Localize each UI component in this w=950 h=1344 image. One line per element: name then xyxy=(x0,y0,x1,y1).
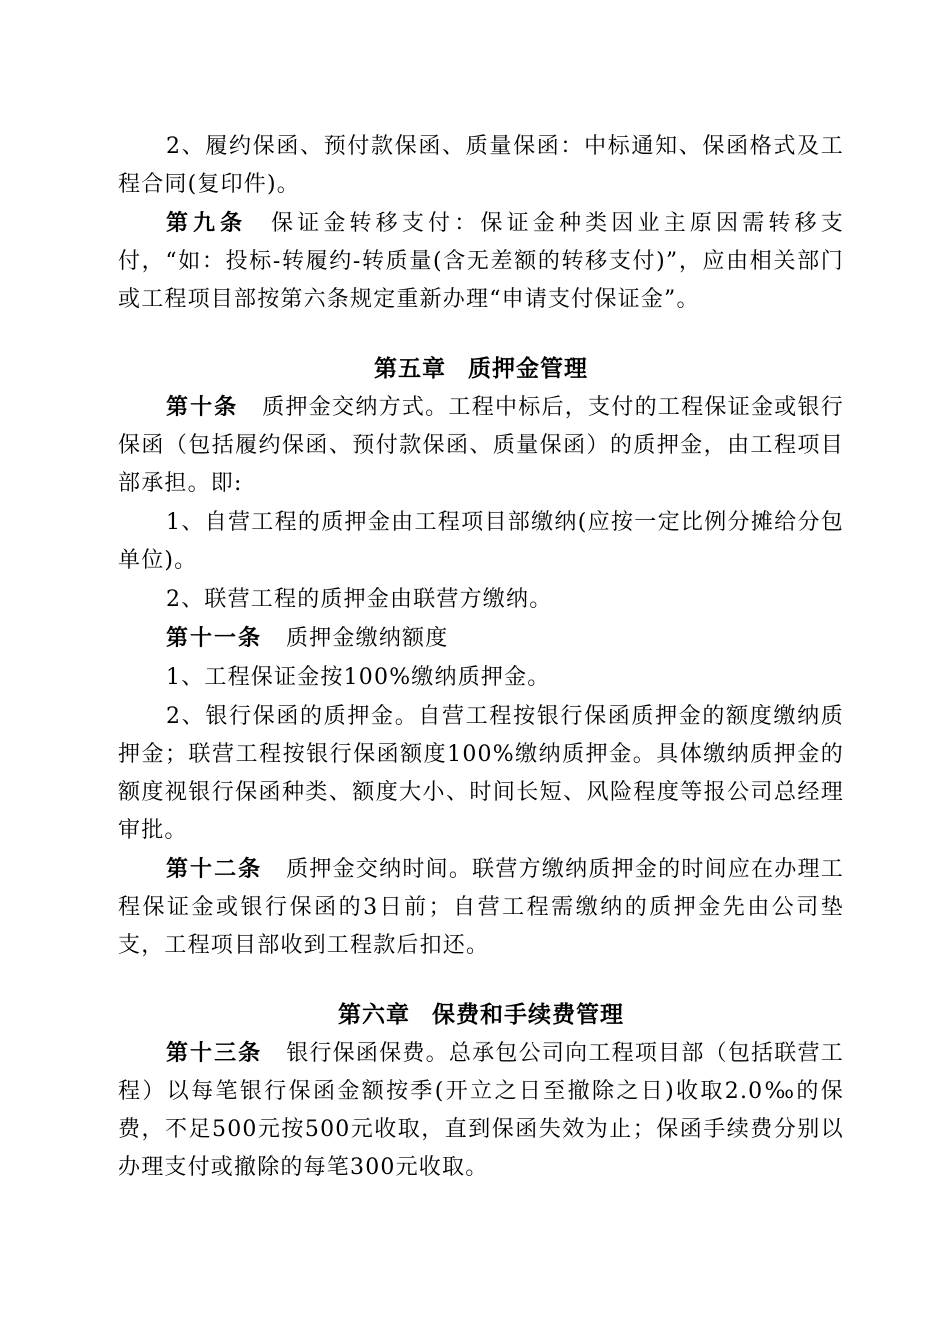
article-10-item-1 xyxy=(118,503,844,580)
article-lead: 第十一条 xyxy=(166,625,263,651)
chapter-6-heading xyxy=(118,996,844,1034)
paragraph-text: 质押金交纳方式。工程中标后，支付的工程保证金或银行保函（包括履约保函、预付款保函、质量保函）的质押金，由工程项目部承担。即: xyxy=(118,395,844,496)
paragraph-text: 质押金交纳时间。联营方缴纳质押金的时间应在办理工程保证金或银行保函的3日前；自营工程需缴纳的质押金先由公司垫支，工程项目部收到工程款后扣还。 xyxy=(118,857,844,958)
article-9 xyxy=(118,204,844,319)
paragraph-guarantee-docs xyxy=(118,127,844,204)
paragraph-text: 1、自营工程的质押金由工程项目部缴纳(应按一定比例分摊给分包单位)。 xyxy=(118,510,844,573)
chapter-5-heading xyxy=(118,350,844,388)
paragraph-text: 质押金缴纳额度 xyxy=(286,626,449,651)
paragraph-text: 银行保函保费。总承包公司向工程项目部（包括联营工程）以每笔银行保函金额按季(开立之日至撤除之日)收取2.0‰的保费，不足500元按500元收取，直到保函失效为止；保函手续费分别以办理支付或撤除的每笔300元收取。 xyxy=(118,1041,844,1180)
article-lead: 第十条 xyxy=(166,394,239,420)
paragraph-text: 2、银行保函的质押金。自营工程按银行保函质押金的额度缴纳质押金；联营工程按银行保函额度100%缴纳质押金。具体缴纳质押金的额度视银行保函种类、额度大小、时间长短、风险程度等报公司总经理审批。 xyxy=(118,704,844,843)
article-10 xyxy=(118,388,844,503)
document-page xyxy=(118,127,844,1187)
article-lead: 第九条 xyxy=(166,210,247,236)
paragraph-text: 2、履约保函、预付款保函、质量保函：中标通知、保函格式及工程合同(复印件)。 xyxy=(118,134,844,197)
chapter-number: 第六章 xyxy=(338,1001,410,1028)
article-11-item-2 xyxy=(118,697,844,850)
paragraph-text: 1、工程保证金按100%缴纳质押金。 xyxy=(166,665,551,690)
chapter-number: 第五章 xyxy=(374,355,446,382)
chapter-title: 保费和手续费管理 xyxy=(432,1001,624,1028)
article-lead: 第十三条 xyxy=(166,1040,263,1066)
chapter-title: 质押金管理 xyxy=(468,355,588,382)
paragraph-text: 2、联营工程的质押金由联营方缴纳。 xyxy=(166,587,553,612)
article-12 xyxy=(118,850,844,965)
article-13 xyxy=(118,1034,844,1187)
article-11 xyxy=(118,619,844,658)
article-11-item-1 xyxy=(118,658,844,697)
paragraph-text: 保证金转移支付：保证金种类因业主原因需转移支付，“如：投标-转履约-转质量(含无差额的转移支付)”，应由相关部门或工程项目部按第六条规定重新办理“申请支付保证金”。 xyxy=(118,211,844,312)
article-lead: 第十二条 xyxy=(166,856,263,882)
article-10-item-2 xyxy=(118,580,844,619)
